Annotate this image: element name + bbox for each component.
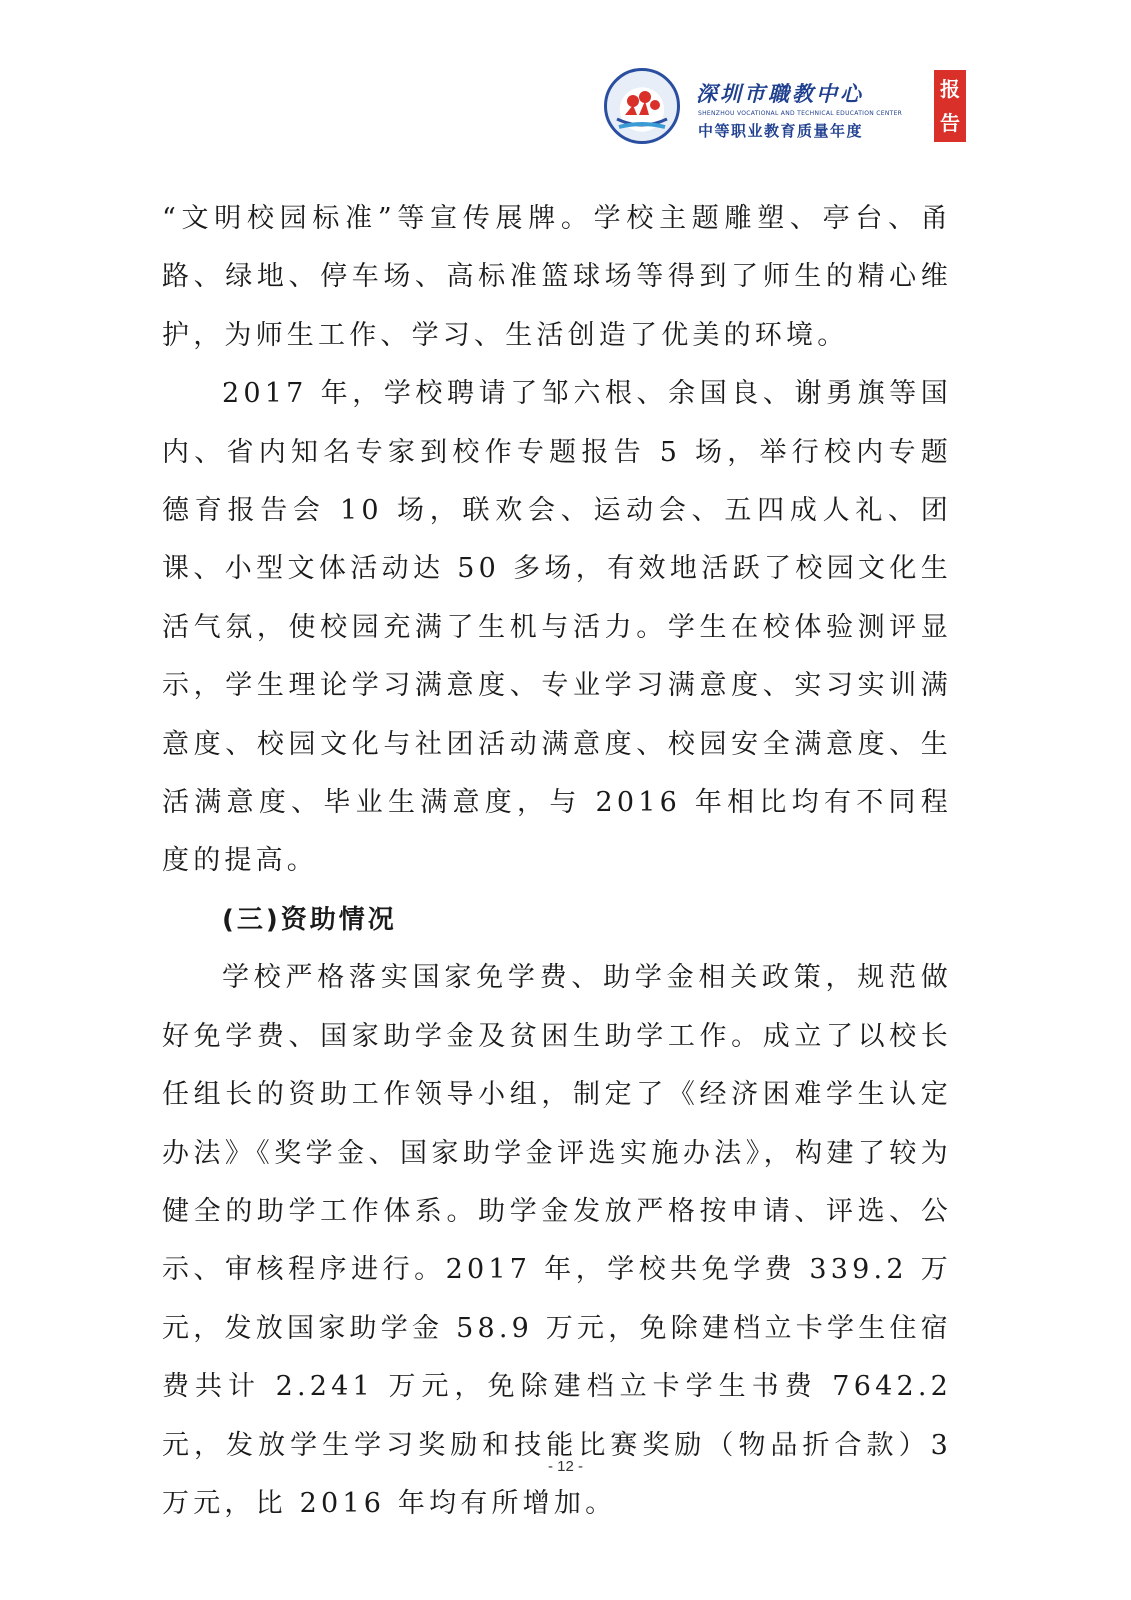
org-name-english: SHENZHOU VOCATIONAL AND TECHNICAL EDUCATION CENTER	[698, 110, 903, 117]
logo-emblem-icon	[607, 71, 677, 141]
report-tag	[934, 70, 966, 142]
paragraph-financial-aid: 学校严格落实国家免学费、助学金相关政策，规范做好免学费、国家助学金及贫困生助学工作。成立了以校长任组长的资助工作领导小组，制定了《经济困难学生认定办法》《奖学金、国家助学金评选实施办法》，构建了较为健全的助学工作体系。助学金发放严格按申请、评选、公示、审核程序进行。2017 年，学校共免学费 339.2 万元，发放国家助学金 58.9 万元，免除建档立卡学生住宿费共计 2.241 万元，免除建档立卡学生书费 7642.2 元，发放学生学习奖励和技能比赛奖励（物品折合款）3 万元，比 2016 年均有所增加。	[162, 962, 952, 1519]
report-subtitle: 中等职业教育质量年度	[698, 122, 864, 140]
paragraph-campus-culture: 2017 年，学校聘请了邹六根、余国良、谢勇旗等国内、省内知名专家到校作专题报告 5 场，举行校内专题德育报告会 10 场，联欢会、运动会、五四成人礼、团课、小型文体活动达 50 多场，有效地活跃了校园文化生活气氛，使校园充满了生机与活力。学生在校体验测评显示，学生理论学习满意度、专业学习满意度、实习实训满意度、校园文化与社团活动满意度、校园安全满意度、生活满意度、毕业生满意度，与 2016 年相比均有不同程度的提高。	[162, 378, 952, 877]
page-number: - 12 -	[547, 1458, 583, 1475]
paragraph-campus-environment: “文明校园标准”等宣传展牌。学校主题雕塑、亭台、甬路、绿地、停车场、高标准篮球场等得到了师生的精心维护，为师生工作、学习、生活创造了优美的环境。	[162, 203, 952, 351]
section-heading-financial-aid: (三)资助情况	[222, 904, 397, 935]
school-logo	[604, 68, 680, 144]
page-header	[604, 66, 969, 146]
report-tag-char-1: 报	[940, 77, 960, 101]
document-body	[162, 190, 952, 1533]
org-name: 深圳市職教中心	[696, 82, 864, 106]
report-tag-char-2: 告	[940, 111, 960, 135]
